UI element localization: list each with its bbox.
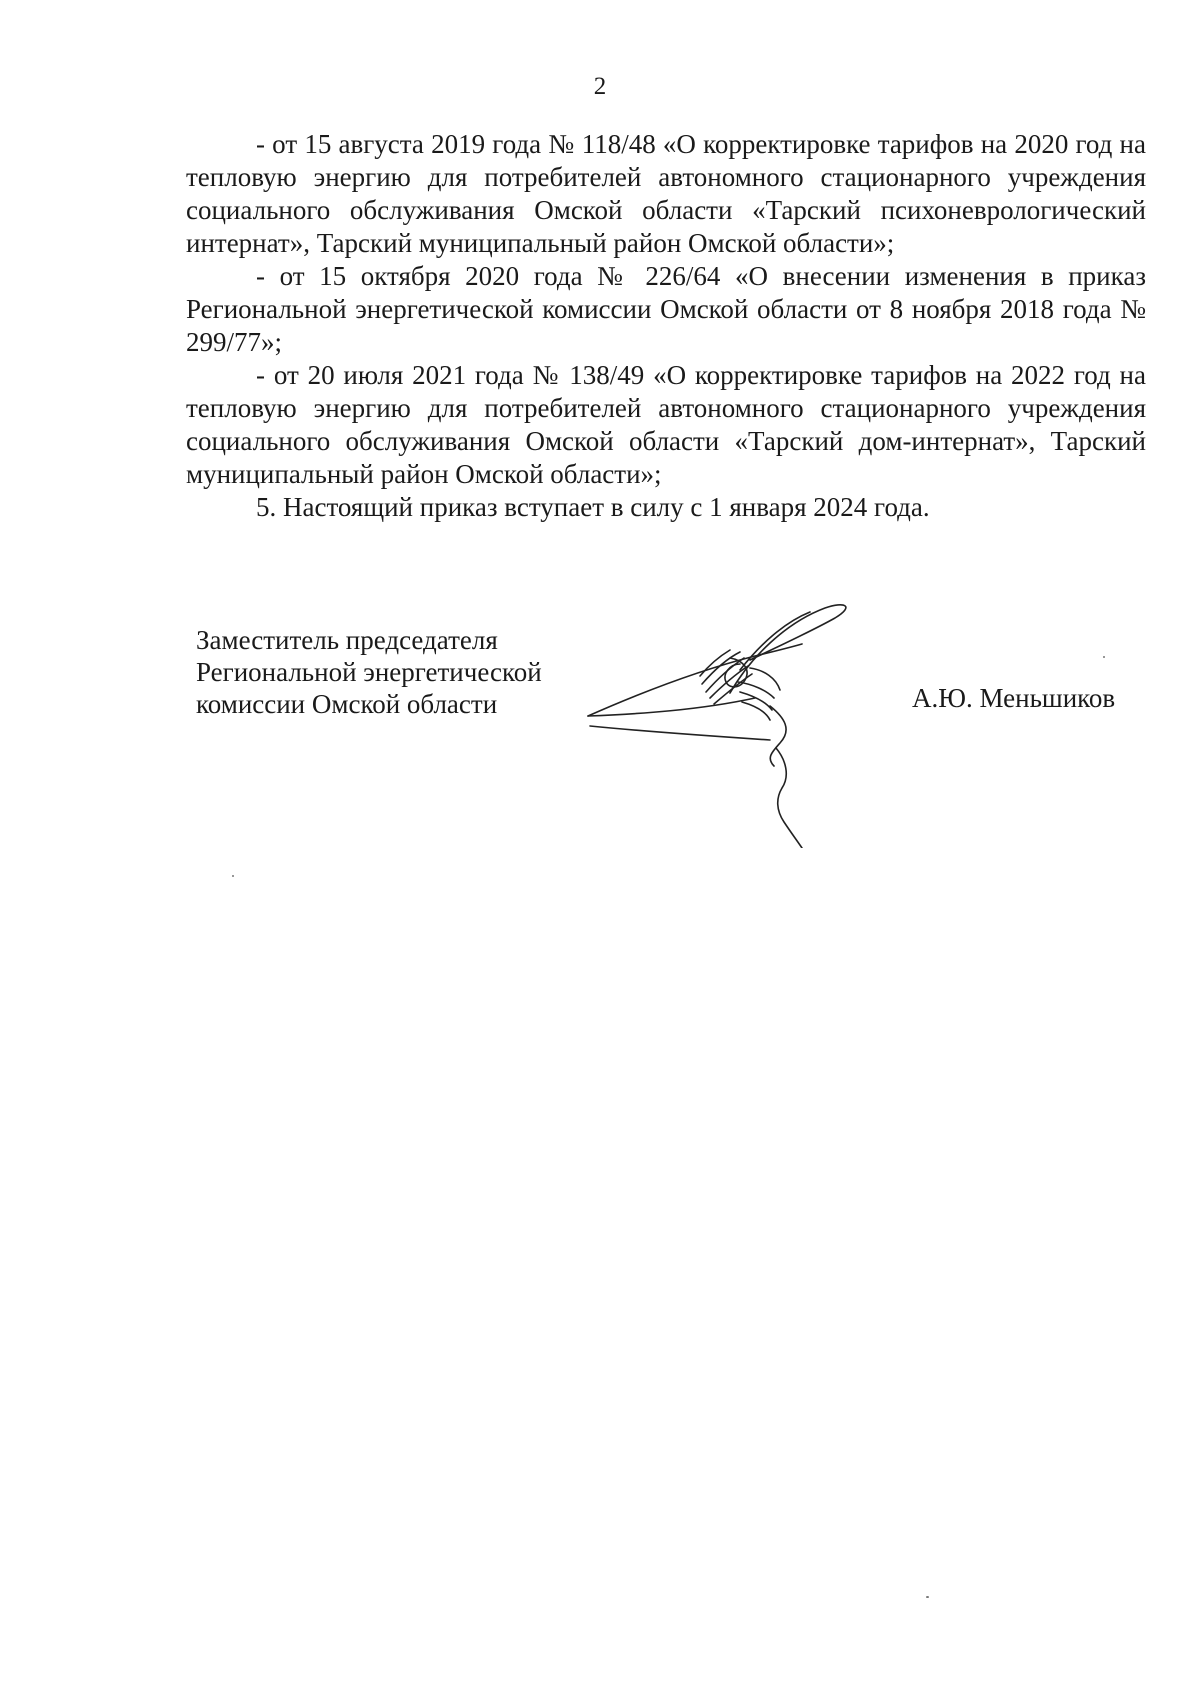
signature-icon xyxy=(580,598,880,848)
paragraph-order-2020: - от 15 октября 2020 года № 226/64 «О внесении изменения в приказ Региональной энергетической комиссии Омской области от 8 ноября 2018 года № 299/77»; xyxy=(186,261,1146,357)
paragraph-order-2021: - от 20 июля 2021 года № 138/49 «О корректировке тарифов на 2022 год на тепловую энергию для потребителей автономного стационарного учреждения социального обслуживания Омской области «Тарский дом-интернат», Тарский муниципальный район Омской области»; xyxy=(186,360,1146,489)
scan-speck xyxy=(1103,656,1105,658)
signatory-title xyxy=(196,624,542,720)
signatory-title-line: комиссии Омской области xyxy=(196,689,498,719)
paragraph-effective-date: 5. Настоящий приказ вступает в силу с 1 января 2024 года. xyxy=(256,492,930,522)
paragraph-order-2019: - от 15 августа 2019 года № 118/48 «О корректировке тарифов на 2020 год на тепловую энергию для потребителей автономного стационарного учреждения социального обслуживания Омской области «Тарский психоневрологический интернат», Тарский муниципальный район Омской области»; xyxy=(186,129,1146,258)
page-number: 2 xyxy=(593,73,607,100)
scan-speck xyxy=(232,875,234,877)
document-body xyxy=(186,128,1146,524)
signatory-title-line: Региональной энергетической xyxy=(196,657,542,687)
signatory-title-line: Заместитель председателя xyxy=(196,625,498,655)
scan-speck xyxy=(926,1596,929,1598)
signatory-name: А.Ю. Меньшиков xyxy=(912,683,1116,713)
